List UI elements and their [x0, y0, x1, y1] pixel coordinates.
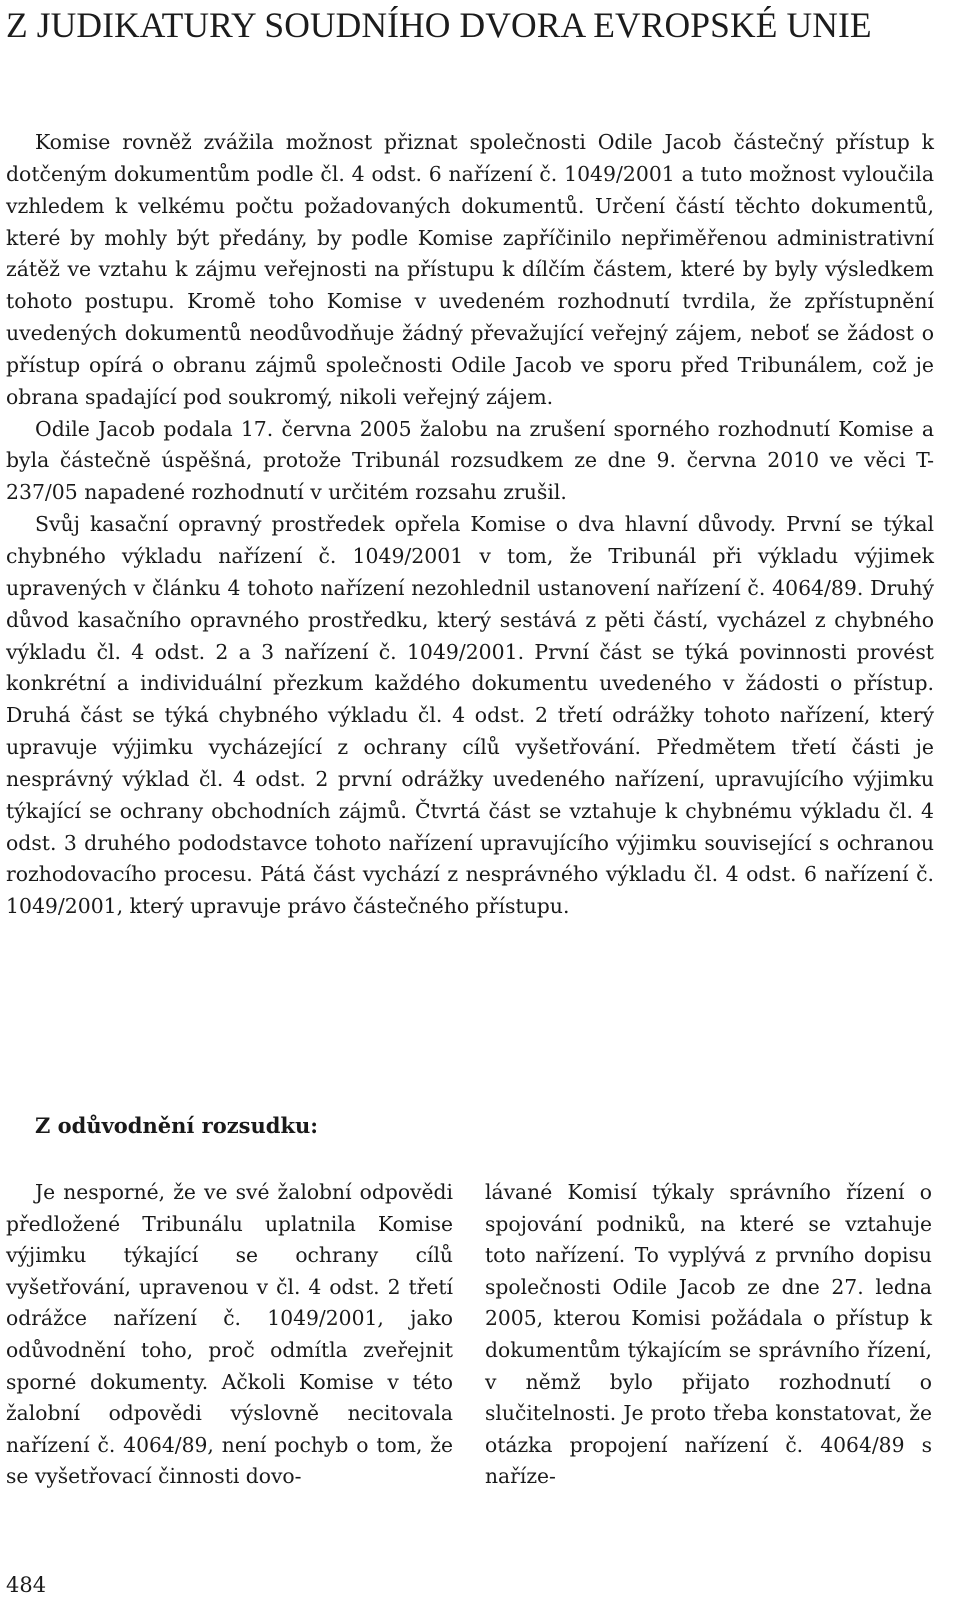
- right-column: [485, 1177, 932, 1493]
- paragraph: Odile Jacob podala 17. června 2005 žalobu na zrušení sporného rozhodnutí Komise a byla částečně úspěšná, protože Tribunál rozsudkem ze dne 9. června 2010 ve věci T-237/05 napadené rozhodnutí v určitém rozsahu zrušil.: [6, 416, 934, 505]
- right-column-paragraph: lávané Komisí týkaly správního řízení o spojování podniků, na které se vztahuje toto nařízení. To vyplývá z prvního dopisu společnosti Odile Jacob ze dne 27. ledna 2005, kterou Komisi požádala o přístup k dokumentům týkajícím se správního řízení, v němž bylo přijato rozhodnutí o slučitelnosti. Je proto třeba konstatovat, že otázka propojení nařízení č. 4064/89 s naříze-: [485, 1180, 932, 1489]
- left-column-paragraph: Je nesporné, že ve své žalobní odpovědi předložené Tribunálu uplatnila Komise výjimku týkající se ochrany cílů vyšetřování, upravenou v čl. 4 odst. 2 třetí odrážce nařízení č. 1049/2001, jako odůvodnění toho, proč odmítla zveřejnit sporné dokumenty. Ačkoli Komise v této žalobní odpovědi výslovně necitovala nařízení č. 4064/89, není pochyb o tom, že se vyšetřovací činnosti dovo-: [6, 1180, 453, 1489]
- left-column: [6, 1177, 453, 1493]
- running-header: Z JUDIKATURY SOUDNÍHO DVORA EVROPSKÉ UNIE: [6, 5, 872, 45]
- body-text: [6, 127, 934, 923]
- paragraph: Svůj kasační opravný prostředek opřela Komise o dva hlavní důvody. První se týkal chybného výkladu nařízení č. 1049/2001 v tom, že Tribunál při výkladu výjimek upravených v článku 4 tohoto nařízení nezohlednil ustanovení nařízení č. 4064/89. Druhý důvod kasačního opravného prostředku, který sestává z pěti částí, vycházel z chybného výkladu čl. 4 odst. 2 a 3 nařízení č. 1049/2001. První část se týká povinnosti provést konkrétní a individuální přezkum každého dokumentu uvedeného v žádosti o přístup. Druhá část se týká chybného výkladu čl. 4 odst. 2 třetí odrážky tohoto nařízení, který upravuje výjimku vycházející z ochrany cílů vyšetřování. Předmětem třetí části je nesprávný výklad čl. 4 odst. 2 první odrážky uvedeného nařízení, upravujícího výjimku týkající se ochrany obchodních zájmů. Čtvrtá část se vztahuje k chybnému výkladu čl. 4 odst. 3 druhého pododstavce tohoto nařízení upravujícího výjimku související s ochranou rozhodovacího procesu. Pátá část vychází z nesprávného výkladu čl. 4 odst. 6 nařízení č. 1049/2001, který upravuje právo částečného přístupu.: [6, 512, 934, 919]
- page-number: 484: [6, 1573, 47, 1597]
- section-heading: Z odůvodnění rozsudku:: [35, 1113, 319, 1138]
- paragraph: Komise rovněž zvážila možnost přiznat společnosti Odile Jacob částečný přístup k dotčeným dokumentům podle čl. 4 odst. 6 nařízení č. 1049/2001 a tuto možnost vyloučila vzhledem k velkému počtu požadovaných dokumentů. Určení částí těchto dokumentů, které by mohly být předány, by podle Komise zapříčinilo nepřiměřenou administrativní zátěž ve vztahu k zájmu veřejnosti na přístupu k dílčím částem, které by byly výsledkem tohoto postupu. Kromě toho Komise v uvedeném rozhodnutí tvrdila, že zpřístupnění uvedených dokumentů neodůvodňuje žádný převažující veřejný zájem, neboť se žádost o přístup opírá o obranu zájmů společnosti Odile Jacob ve sporu před Tribunálem, což je obrana spadající pod soukromý, nikoli veřejný zájem.: [6, 130, 934, 409]
